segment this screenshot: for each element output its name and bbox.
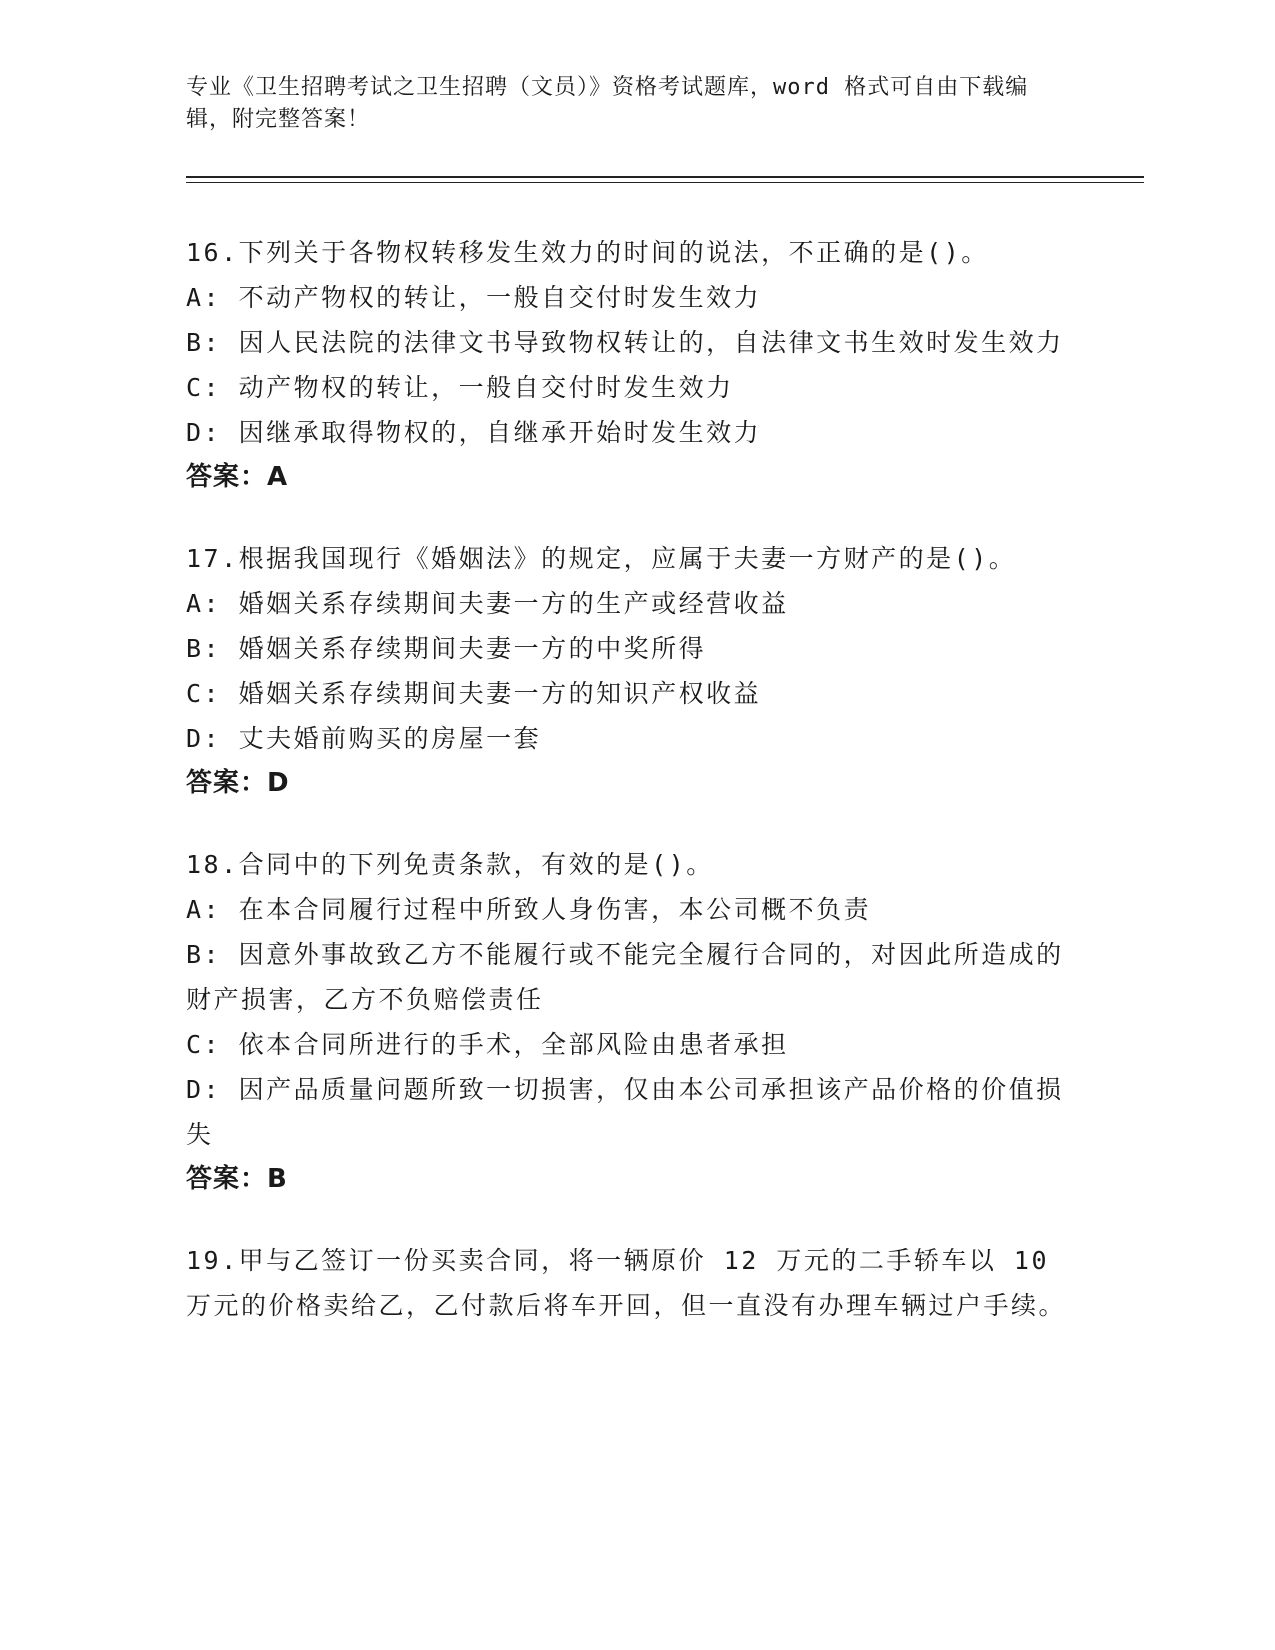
document-header: 专业《卫生招聘考试之卫生招聘（文员）》资格考试题库，word 格式可自由下载编辑，附完整答案！	[186, 75, 1029, 132]
question-stem: 19.甲与乙签订一份买卖合同，将一辆原价 12 万元的二手轿车以 10 万元的价格卖给乙，乙付款后将车开回，但一直没有办理车辆过户手续。	[186, 1246, 1067, 1320]
answer: 答案：A	[186, 462, 289, 492]
option-c: C: 依本合同所进行的手术，全部风险由患者承担	[186, 1030, 789, 1059]
question-list	[186, 230, 1066, 1364]
option-b: B: 因意外事故致乙方不能履行或不能完全履行合同的，对因此所造成的财产损害，乙方不负赔偿责任	[186, 940, 1064, 1014]
header-divider	[186, 176, 1144, 178]
question-stem: 18.合同中的下列免责条款，有效的是()。	[186, 850, 714, 879]
option-c: C: 动产物权的转让，一般自交付时发生效力	[186, 373, 734, 402]
question-stem: 16.下列关于各物权转移发生效力的时间的说法，不正确的是()。	[186, 238, 989, 267]
header-divider-thin	[186, 182, 1144, 183]
option-a: A: 不动产物权的转让，一般自交付时发生效力	[186, 283, 762, 312]
option-d: D: 丈夫婚前购买的房屋一套	[186, 724, 542, 753]
option-b: B: 因人民法院的法律文书导致物权转让的，自法律文书生效时发生效力	[186, 328, 1064, 357]
answer: 答案：D	[186, 768, 290, 798]
question-18	[186, 842, 1066, 1202]
option-c: C: 婚姻关系存续期间夫妻一方的知识产权收益	[186, 679, 762, 708]
option-a: A: 婚姻关系存续期间夫妻一方的生产或经营收益	[186, 589, 789, 618]
option-b: B: 婚姻关系存续期间夫妻一方的中奖所得	[186, 634, 707, 663]
question-16	[186, 230, 1066, 500]
option-d: D: 因继承取得物权的，自继承开始时发生效力	[186, 418, 762, 447]
question-19	[186, 1238, 1066, 1328]
answer: 答案：B	[186, 1164, 288, 1194]
question-17	[186, 536, 1066, 806]
option-a: A: 在本合同履行过程中所致人身伤害，本公司概不负责	[186, 895, 872, 924]
question-stem: 17.根据我国现行《婚姻法》的规定，应属于夫妻一方财产的是()。	[186, 544, 1017, 573]
option-d: D: 因产品质量问题所致一切损害，仅由本公司承担该产品价格的价值损失	[186, 1075, 1064, 1149]
